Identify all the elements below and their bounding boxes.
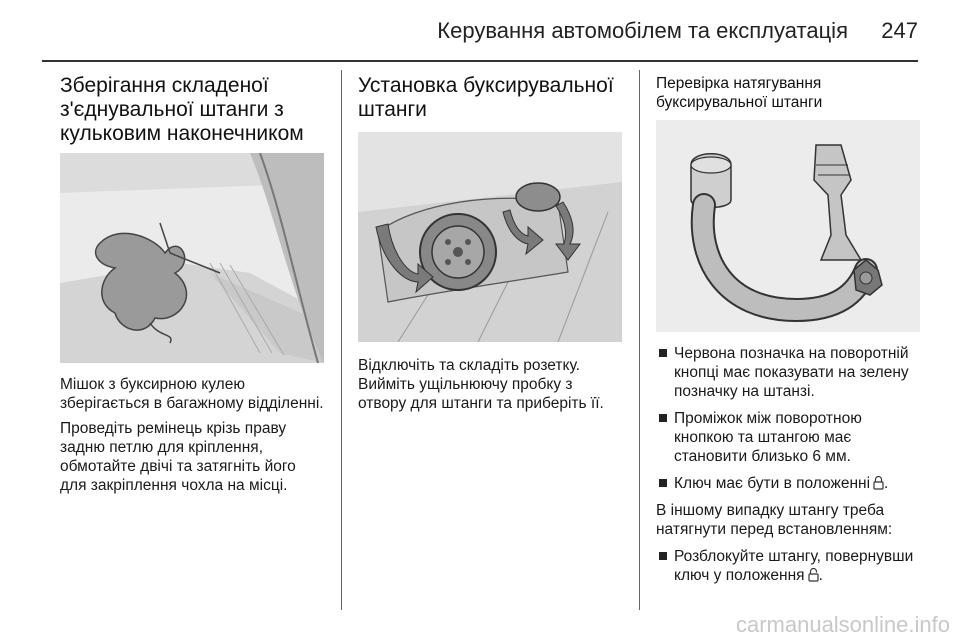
towbar-bag-illustration	[60, 153, 324, 363]
header-rule	[42, 60, 918, 62]
column-2	[358, 74, 624, 413]
square-bullet-icon	[659, 349, 667, 357]
list-item: Розблокуйте штангу, повернувши ключ у положення .	[656, 547, 922, 585]
page-header	[0, 0, 960, 60]
padlock-closed-icon	[873, 475, 884, 490]
list-item-text: Ключ має бути в положенні	[674, 475, 871, 492]
column-divider	[341, 70, 342, 610]
column-divider	[639, 70, 640, 610]
paragraph: В іншому випадку штангу треба натягнути перед встановленням:	[656, 502, 893, 538]
running-header-title: Керування автомобілем та експлуатація	[437, 18, 848, 43]
paragraph: Мішок з буксирною кулею зберігається в багажному відділенні.	[60, 376, 324, 412]
section-heading: Зберігання складеної з'єднувальної штанги з кульковим наконечником	[60, 74, 304, 145]
list-item	[656, 344, 922, 401]
list-item	[656, 409, 922, 466]
section-heading: Перевірка натягування буксирувальної штанги	[656, 75, 823, 111]
page-number: 247	[881, 18, 918, 43]
padlock-open-icon	[808, 567, 819, 582]
towbar-tension-illustration	[656, 120, 920, 332]
column-1	[60, 74, 326, 495]
watermark: carmanualsonline.info	[735, 612, 950, 637]
paragraph: Проведіть ремінець крізь праву задню петлю для кріплення, обмотайте двічі та затягніть його для закріплення чохла на місці.	[60, 420, 296, 494]
socket-illustration	[358, 132, 622, 342]
list-item-text: Червона позначка на поворотній кнопці має показувати на зелену позначку на штанзі.	[674, 345, 909, 400]
list-item-text: Проміжок між поворотною кнопкою та штангою має становити близько 6 мм.	[674, 410, 862, 465]
square-bullet-icon	[659, 479, 667, 487]
instruction-list	[656, 547, 922, 585]
list-item: Ключ має бути в положенні .	[656, 474, 922, 493]
list-item-text: Розблокуйте штангу, повернувши ключ у положення	[674, 548, 914, 584]
section-heading: Установка буксирувальної штанги	[358, 74, 614, 121]
paragraph: Відключіть та складіть розетку. Вийміть ущільнюючу пробку з отвору для штанги та приберіть її.	[358, 357, 604, 412]
square-bullet-icon	[659, 552, 667, 560]
square-bullet-icon	[659, 414, 667, 422]
column-3	[656, 74, 922, 593]
check-list	[656, 344, 922, 493]
